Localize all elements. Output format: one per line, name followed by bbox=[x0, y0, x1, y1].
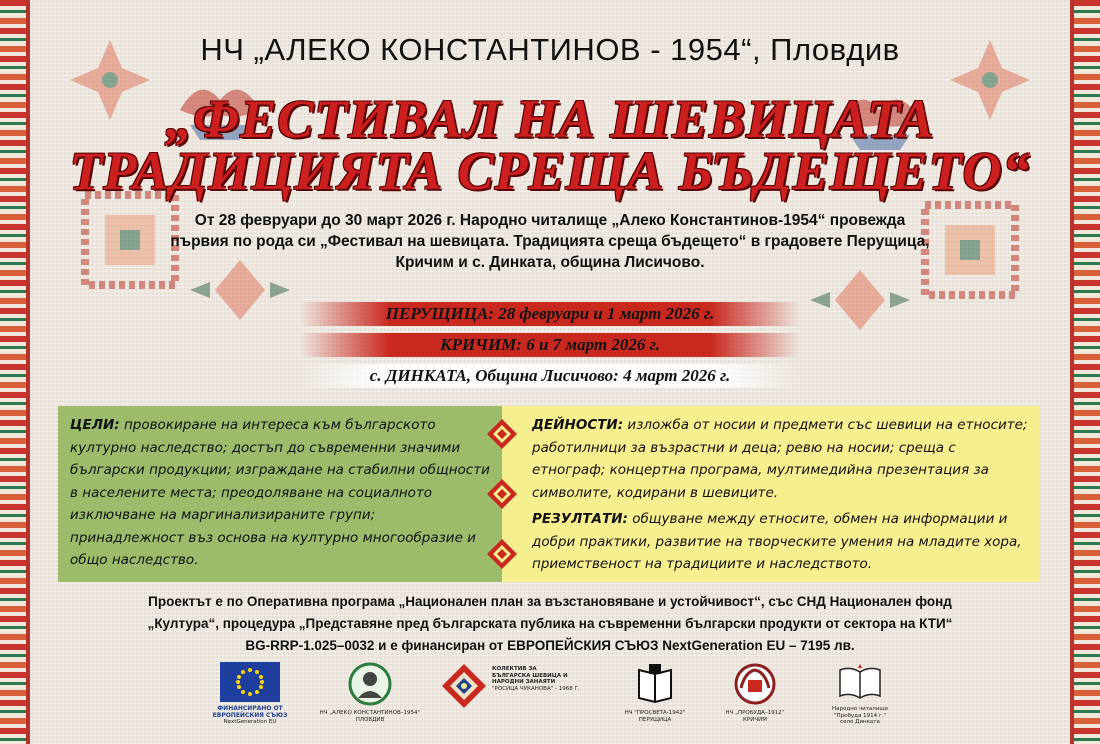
intro-paragraph: От 28 февруари до 30 март 2026 г. Народно читалище „Алеко Константинов-1954“ провежда първия по рода си „Фестивал на шевицата. Традицията среща бъдещето“ в градовете Перущица, Кричим и с. Динката, община Лисичово. bbox=[170, 212, 930, 271]
funding-line-2: „Култура“, процедура „Представяне пред българската публика на съвременни български продукти от сектора на КТИ“ bbox=[147, 616, 953, 631]
prosveta-caption-1: НЧ "ПРОСВЕТА-1942" bbox=[624, 710, 686, 716]
probuda-dinkata-caption-1: Народно читалище bbox=[832, 706, 888, 712]
festival-title-line1: „ФЕСТИВАЛ НА ШЕВИЦАТА bbox=[165, 89, 935, 149]
probuda-krichim-caption-1: НЧ „ПРОБУДА–1912“ bbox=[725, 710, 785, 716]
aleko-logo bbox=[310, 662, 430, 723]
eu-caption-2: ЕВРОПЕЙСКИЯ СЪЮЗ bbox=[212, 711, 288, 719]
kolektiv-logo bbox=[440, 662, 610, 710]
embroidery-diamond-icon bbox=[486, 418, 518, 450]
probuda-krichim-logo bbox=[710, 662, 800, 723]
kolektiv-caption-4: "РОСИЦА ЧУКАНОВА" - 1968 Г. bbox=[492, 685, 580, 692]
aleko-caption-2: ПЛОВДИВ bbox=[355, 716, 385, 723]
goals-label: ЦЕЛИ: bbox=[70, 417, 120, 433]
activities-block bbox=[532, 414, 1030, 504]
eu-caption-3: NextGeneration EU bbox=[223, 719, 277, 725]
event-perushtitsa: ПЕРУЩИЦА: 28 февруари и 1 март 2026 г. bbox=[300, 302, 800, 326]
open-book-icon bbox=[838, 662, 882, 702]
eu-logo bbox=[210, 662, 290, 726]
eu-caption-1: ФИНАНСИРАНО ОТ bbox=[217, 705, 283, 712]
organization-heading: НЧ „АЛЕКО КОНСТАНТИНОВ - 1954“, Пловдив bbox=[200, 32, 900, 67]
activities-text: изложба от носии и предмети със шевици на етносите; работилници за възрастни и деца; ревю на носии; среща с етнограф; концертна програма, мултимедийна презентация за символите, кодирани в шевиците. bbox=[532, 417, 1028, 501]
event-krichim: КРИЧИМ: 6 и 7 март 2026 г. bbox=[300, 333, 800, 357]
event-dinkata: с. ДИНКАТА, Община Лисичово: 4 март 2026 г. bbox=[300, 364, 800, 388]
laurel-emblem-icon bbox=[733, 662, 777, 706]
funding-line-1: Проектът е по Оперативна програма „Национален план за възстановяване и устойчивост“, със СНД Национален фонд bbox=[148, 594, 952, 609]
kolektiv-caption-2: БЪЛГАРСКА ШЕВИЦА И bbox=[492, 672, 568, 679]
probuda-krichim-caption-2: КРИЧИМ bbox=[743, 716, 767, 723]
book-icon bbox=[635, 662, 675, 706]
probuda-dinkata-caption-2: "Пробуда 1914 г." bbox=[833, 712, 886, 719]
results-text: общуване между етносите, обмен на информации и добри практики, развитие на творческите умения на младите хора, приемственост на традициите и наследството. bbox=[532, 511, 1022, 572]
probuda-dinkata-logo bbox=[820, 662, 900, 726]
activities-label: ДЕЙНОСТИ: bbox=[532, 417, 624, 433]
kolektiv-caption-1: КОЛЕКТИВ ЗА bbox=[492, 666, 537, 672]
festival-title-line2: ТРАДИЦИЯТА СРЕЩА БЪДЕЩЕТО“ bbox=[69, 141, 1031, 201]
eu-flag-icon bbox=[220, 662, 280, 702]
funding-line-3: BG-RRP-1.025–0032 и е финансиран от ЕВРОПЕЙСКИЯ СЪЮЗ NextGeneration EU – 7195 лв. bbox=[245, 638, 855, 653]
probuda-dinkata-caption-3: село Динката bbox=[840, 719, 880, 725]
kolektiv-caption-3: НАРОДНИ ЗАНАЯТИ bbox=[492, 679, 556, 685]
activities-results-box bbox=[502, 406, 1040, 582]
aleko-portrait-icon bbox=[348, 662, 392, 706]
embroidery-emblem-icon bbox=[440, 662, 488, 710]
embroidery-diamond-icon bbox=[486, 478, 518, 510]
embroidery-diamond-icon bbox=[486, 538, 518, 570]
goals-box bbox=[58, 406, 502, 582]
goals-text: провокиране на интереса към българското културно наследство; достъп до съвременни значими български продукции; изграждане на стабилни общности в населените места; преодоляване на социалното изключване на маргинализираните групи; принадлежност въз основа на културно многообразие и общо наследство. bbox=[70, 417, 490, 568]
aleko-caption-1: НЧ „АЛЕКО КОНСТАНТИНОВ–1954“ bbox=[319, 710, 421, 716]
prosveta-logo bbox=[620, 662, 690, 723]
prosveta-caption-2: ПЕРУЩИЦА bbox=[638, 716, 672, 723]
results-label: РЕЗУЛТАТИ: bbox=[532, 511, 628, 527]
results-block bbox=[532, 508, 1030, 576]
